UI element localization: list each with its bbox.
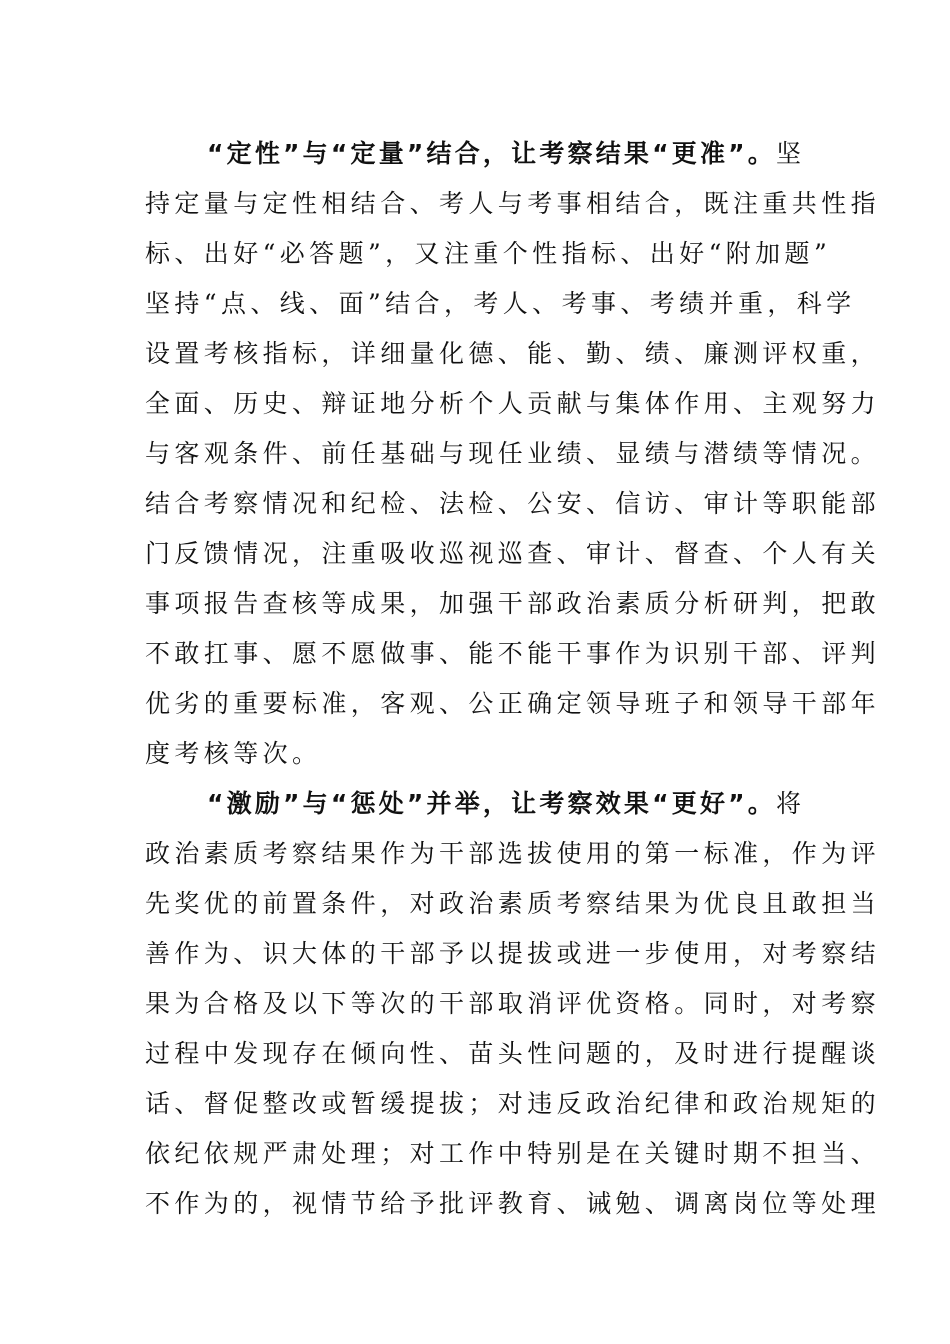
paragraph-1-line: 不敢扛事、愿不愿做事、能不能干事作为识别干部、评判 <box>145 639 881 668</box>
paragraph-1-line: 持定量与定性相结合、考人与考事相结合，既注重共性指 <box>145 189 881 218</box>
paragraph-1-line: 与客观条件、前任基础与现任业绩、显绩与潜绩等情况。 <box>145 439 881 468</box>
paragraph-1-line: 门反馈情况，注重吸收巡视巡查、审计、督查、个人有关 <box>145 539 881 568</box>
paragraph-2-line: 善作为、识大体的干部予以提拔或进一步使用，对考察结 <box>145 939 881 968</box>
paragraph-1-line: 事项报告查核等成果，加强干部政治素质分析研判，把敢 <box>145 589 881 618</box>
paragraph-2-line: 政治素质考察结果作为干部选拔使用的第一标准，作为评 <box>145 839 881 868</box>
document-page <box>145 129 881 1229</box>
paragraph-2-first-line <box>145 779 807 829</box>
paragraph-2-line: 不作为的，视情节给予批评教育、诫勉、调离岗位等处理 <box>145 1189 881 1218</box>
paragraph-2-line: 依纪依规严肃处理；对工作中特别是在关键时期不担当、 <box>145 1139 881 1168</box>
section-1-heading: “定性”与“定量”结合，让考察结果“更准”。 <box>207 139 776 168</box>
paragraph-2-text: 将 <box>776 789 806 818</box>
paragraph-1-line: 坚持“点、线、面”结合，考人、考事、考绩并重，科学 <box>145 289 856 318</box>
paragraph-1-text: 坚 <box>776 139 806 168</box>
paragraph-1-line: 设置考核指标，详细量化德、能、勤、绩、廉测评权重， <box>145 339 881 368</box>
paragraph-2-line: 过程中发现存在倾向性、苗头性问题的，及时进行提醒谈 <box>145 1039 881 1068</box>
paragraph-2-line: 果为合格及以下等次的干部取消评优资格。同时，对考察 <box>145 989 881 1018</box>
paragraph-2-line: 先奖优的前置条件，对政治素质考察结果为优良且敢担当 <box>145 889 881 918</box>
section-2-heading: “激励”与“惩处”并举，让考察效果“更好”。 <box>207 789 776 818</box>
paragraph-1-line: 度考核等次。 <box>145 739 322 768</box>
paragraph-1-line: 优劣的重要标准，客观、公正确定领导班子和领导干部年 <box>145 689 881 718</box>
paragraph-1-first-line <box>145 129 807 179</box>
paragraph-1-line: 全面、历史、辩证地分析个人贡献与集体作用、主观努力 <box>145 389 881 418</box>
paragraph-1-line: 结合考察情况和纪检、法检、公安、信访、审计等职能部 <box>145 489 881 518</box>
paragraph-2-line: 话、督促整改或暂缓提拔；对违反政治纪律和政治规矩的 <box>145 1089 881 1118</box>
paragraph-1-line: 标、出好“必答题”，又注重个性指标、出好“附加题” <box>145 239 832 268</box>
